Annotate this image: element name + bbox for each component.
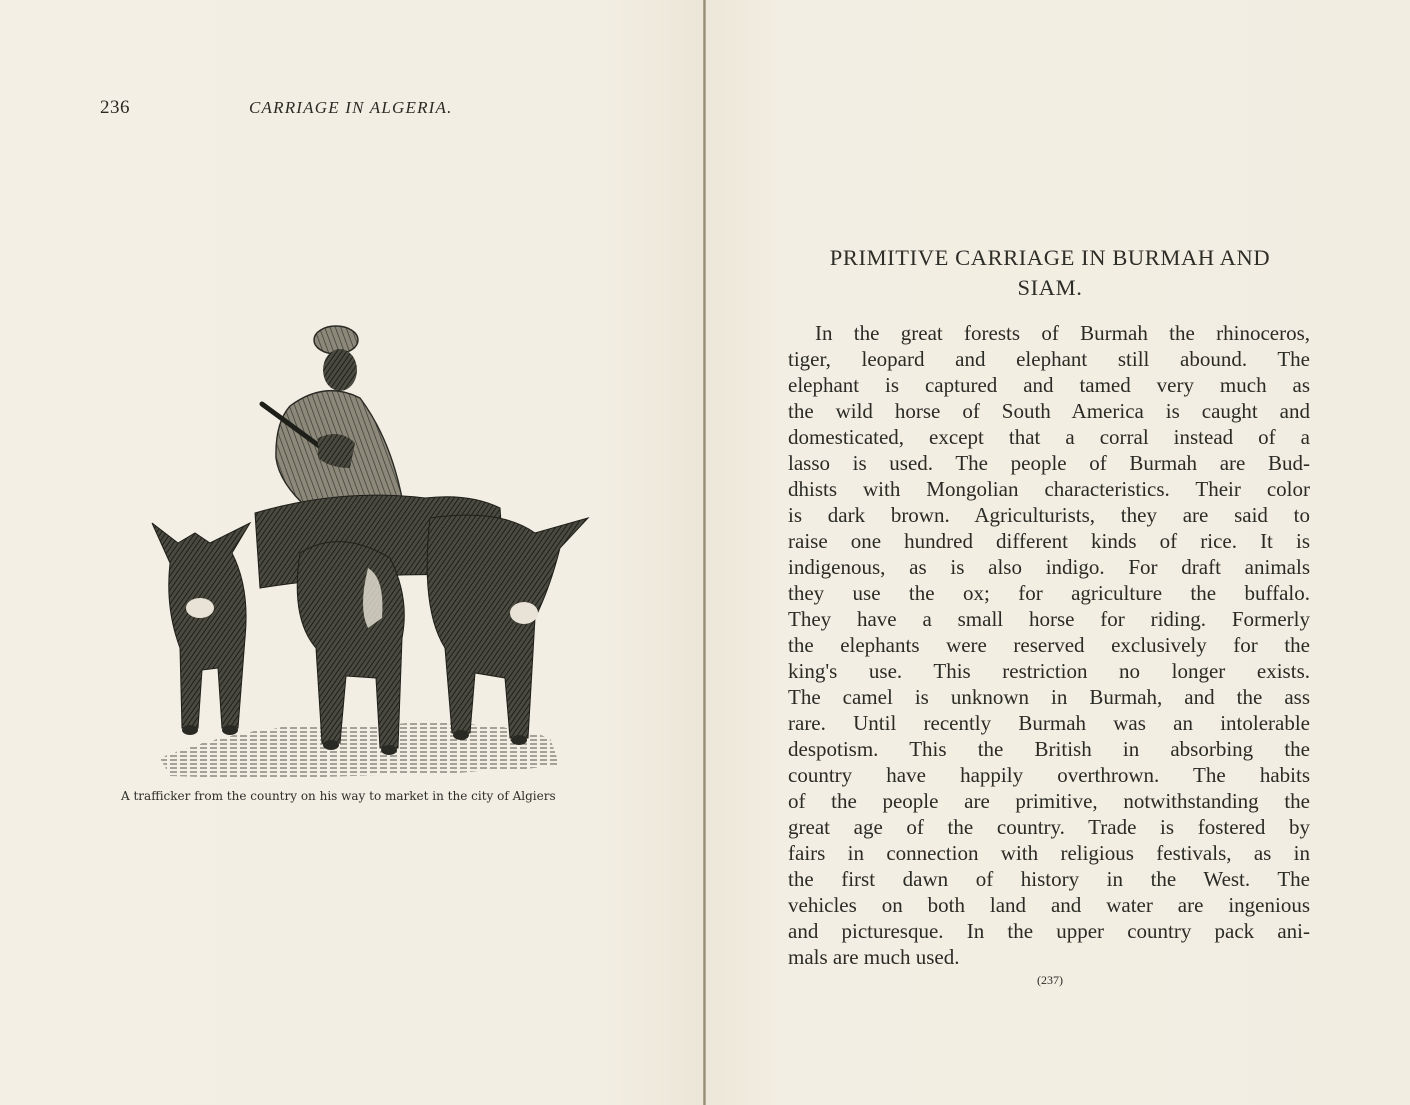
body-line: country have happily overthrown. The habits <box>788 763 1310 787</box>
body-line: dhists with Mongolian characteristics. Their color <box>788 477 1310 501</box>
body-line: mals are much used. <box>788 945 960 969</box>
body-line: The camel is unknown in Burmah, and the ass <box>788 685 1310 709</box>
donkeys-and-rider-illustration <box>140 318 590 780</box>
body-line: domesticated, except that a corral instead of a <box>788 425 1310 449</box>
body-line: the elephants were reserved exclusively for the <box>788 633 1310 657</box>
body-line: elephant is captured and tamed very much as <box>788 373 1310 397</box>
body-line: king's use. This restriction no longer exists. <box>788 659 1310 683</box>
body-line: despotism. This the British in absorbing the <box>788 737 1310 761</box>
body-line: great age of the country. Trade is fostered by <box>788 815 1310 839</box>
body-line: fairs in connection with religious festivals, as in <box>788 841 1310 865</box>
body-line: the wild horse of South America is caught and <box>788 399 1310 423</box>
right-page-number: (237) <box>1037 973 1063 987</box>
engraving-illustration <box>140 318 590 780</box>
chapter-title <box>780 243 1320 303</box>
body-line: In the great forests of Burmah the rhinoceros, <box>815 321 1310 345</box>
body-line: of the people are primitive, notwithstanding the <box>788 789 1310 813</box>
figure-caption: A trafficker from the country on his way to market in the city of Algiers <box>121 789 556 803</box>
left-page-number: 236 <box>100 97 130 118</box>
running-head: CARRIAGE IN ALGERIA. <box>249 98 453 117</box>
body-line: and picturesque. In the upper country pack ani- <box>788 919 1310 943</box>
chapter-title-line-1: PRIMITIVE CARRIAGE IN BURMAH AND <box>829 245 1271 270</box>
body-line: raise one hundred different kinds of rice. It is <box>788 529 1310 553</box>
chapter-title-line-2: SIAM. <box>1017 275 1083 300</box>
body-line: rare. Until recently Burmah was an intolerable <box>788 711 1310 735</box>
body-line: lasso is used. The people of Burmah are Bud- <box>788 451 1310 475</box>
body-line: They have a small horse for riding. Formerly <box>788 607 1310 631</box>
body-paragraph <box>788 320 1310 970</box>
left-page <box>0 0 704 1105</box>
body-line: indigenous, as is also indigo. For draft animals <box>788 555 1310 579</box>
body-line: they use the ox; for agriculture the buffalo. <box>788 581 1310 605</box>
body-line: tiger, leopard and elephant still abound. The <box>788 347 1310 371</box>
body-line: the first dawn of history in the West. The <box>788 867 1310 891</box>
body-line: is dark brown. Agriculturists, they are said to <box>788 503 1310 527</box>
body-line: vehicles on both land and water are ingenious <box>788 893 1310 917</box>
